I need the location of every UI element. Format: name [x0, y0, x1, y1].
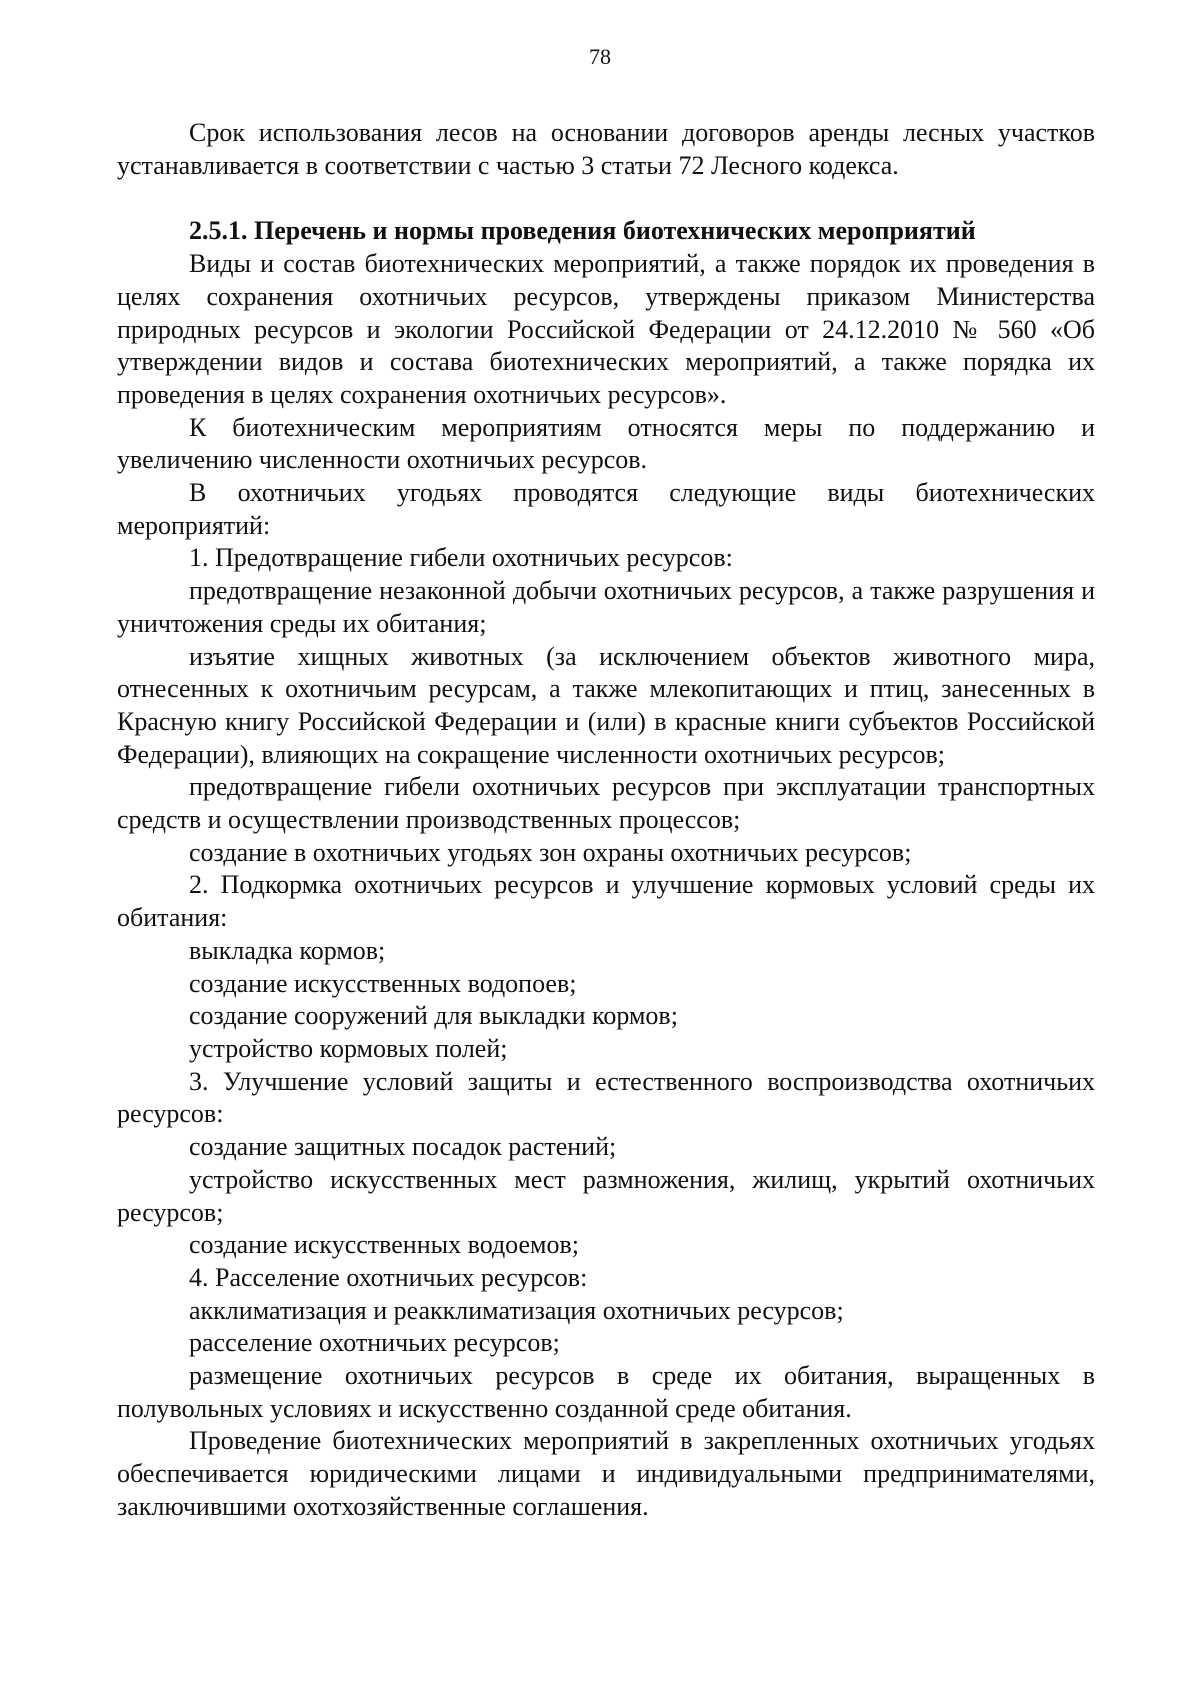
list-item: создание сооружений для выкладки кормов;: [189, 1001, 678, 1031]
list-item: устройство искусственных мест размножения, жилищ, укрытий охотничьих ресурсов;: [117, 1164, 1095, 1227]
paragraph: Виды и состав биотехнических мероприятий, а также порядок их проведения в целях сохранения охотничьих ресурсов, утверждены приказом Министерства природных ресурсов и экологии Российской Федерации от 24.12.2010 № 560 «Об утверждении видов и состава биотехнических мероприятий, а также порядка их проведения в целях сохранения охотничьих ресурсов».: [117, 249, 1095, 409]
list-item: создание в охотничьих угодьях зон охраны охотничьих ресурсов;: [189, 837, 912, 867]
list-heading: 2. Подкормка охотничьих ресурсов и улучшение кормовых условий среды их обитания:: [117, 870, 1095, 933]
list-item: изъятие хищных животных (за исключением объектов животного мира, отнесенных к охотничьим ресурсам, а также млекопитающих и птиц, занесенных в Красную книгу Российской Федерации и (или) в красные книги субъектов Российской Федерации), влияющих на сокращение численности охотничьих ресурсов;: [117, 641, 1095, 769]
list-item: создание искусственных водопоев;: [189, 968, 577, 998]
list-item: акклиматизация и реакклиматизация охотничьих ресурсов;: [189, 1295, 844, 1325]
list-item: размещение охотничьих ресурсов в среде их обитания, выращенных в полувольных условиях и искусственно созданной среде обитания.: [117, 1361, 1095, 1423]
list-item: выкладка кормов;: [189, 935, 386, 965]
paragraph: В охотничьих угодьях проводятся следующие виды биотехнических мероприятий:: [117, 478, 1095, 540]
page-number: 78: [589, 44, 611, 69]
list-item: предотвращение гибели охотничьих ресурсов при эксплуатации транспортных средств и осуществлении производственных процессов;: [117, 772, 1095, 835]
list-heading: 4. Расселение охотничьих ресурсов:: [189, 1262, 588, 1292]
list-item: устройство кормовых полей;: [189, 1033, 508, 1063]
section-heading: 2.5.1. Перечень и нормы проведения биотехнических мероприятий: [189, 216, 976, 246]
list-heading: 3. Улучшение условий защиты и естественного воспроизводства охотничьих ресурсов:: [117, 1066, 1095, 1129]
list-item: создание защитных посадок растений;: [189, 1132, 617, 1162]
paragraph: К биотехническим мероприятиям относятся меры по поддержанию и увеличению численности охотничьих ресурсов.: [117, 412, 1095, 475]
list-heading: 1. Предотвращение гибели охотничьих ресурсов:: [189, 543, 733, 573]
intro-paragraph: Срок использования лесов на основании договоров аренды лесных участков устанавливается в соответствии с частью 3 статьи 72 Лесного кодекса.: [117, 118, 1095, 180]
closing-paragraph: Проведение биотехнических мероприятий в закрепленных охотничьих угодьях обеспечивается юридическими лицами и индивидуальными предпринимателями, заключившими охотхозяйственные соглашения.: [117, 1426, 1095, 1521]
list-item: создание искусственных водоемов;: [189, 1230, 579, 1260]
list-item: расселение охотничьих ресурсов;: [189, 1328, 560, 1358]
document-body: [117, 117, 1095, 1524]
list-item: предотвращение незаконной добычи охотничьих ресурсов, а также разрушения и уничтожения среды их обитания;: [117, 576, 1095, 638]
